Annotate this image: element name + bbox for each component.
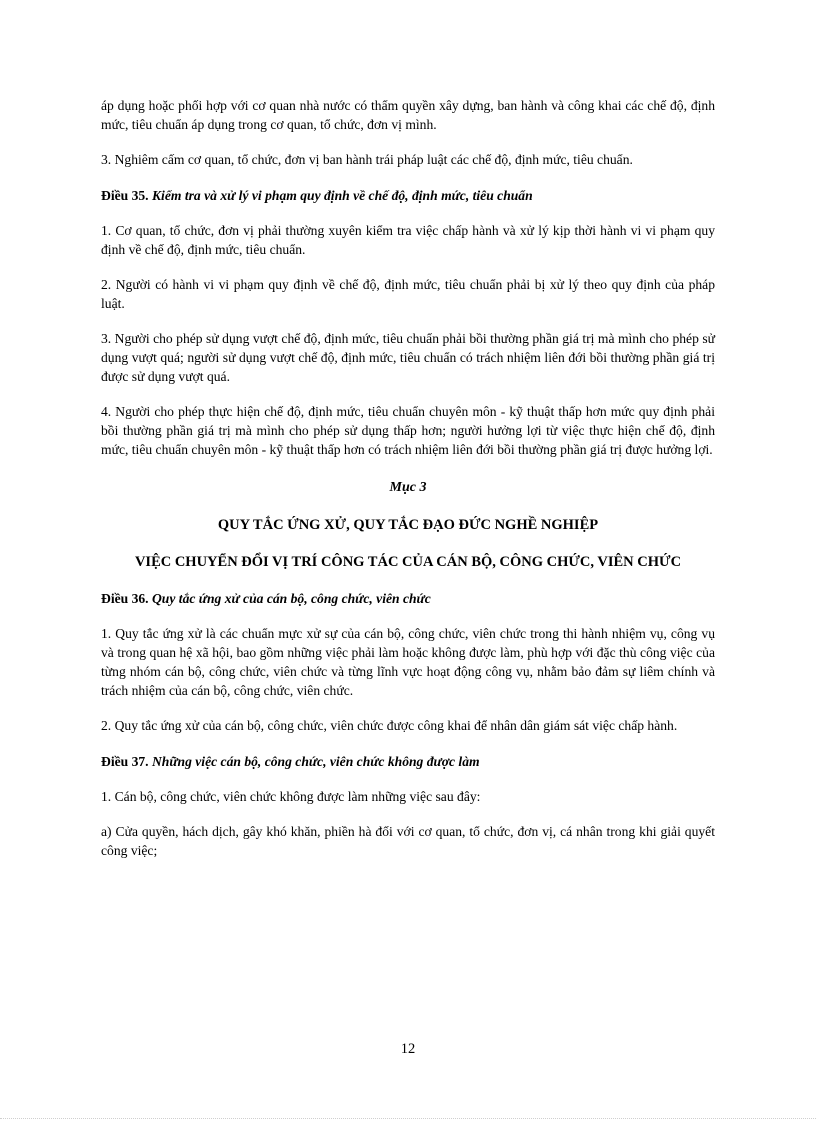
article-35-clause-3: 3. Người cho phép sử dụng vượt chế độ, định mức, tiêu chuẩn phải bồi thường phần giá trị mà mình cho phép sử dụng vượt quá; người sử dụng vượt chế độ, định mức, tiêu chuẩn có trách nhiệm liên đới bồi thường phần giá trị được sử dụng vượt quá. (101, 331, 715, 384)
article-35-clause-1: 1. Cơ quan, tổ chức, đơn vị phải thường xuyên kiểm tra việc chấp hành và xử lý kịp thời hành vi vi phạm quy định về chế độ, định mức, tiêu chuẩn. (101, 223, 715, 257)
article-36-clause-1: 1. Quy tắc ứng xử là các chuẩn mực xử sự của cán bộ, công chức, viên chức trong thi hành nhiệm vụ, công vụ và trong quan hệ xã hội, bao gồm những việc phải làm hoặc không được làm, phù hợp với đặc thù công việc của từng nhóm cán bộ, công chức, viên chức và từng lĩnh vực hoạt động công vụ, nhằm bảo đảm sự liêm chính và trách nhiệm của cán bộ, công chức, viên chức. (101, 626, 715, 698)
section-heading-2: VIỆC CHUYỂN ĐỔI VỊ TRÍ CÔNG TÁC CỦA CÁN BỘ, CÔNG CHỨC, VIÊN CHỨC (134, 554, 682, 570)
article-35-title: Kiểm tra và xử lý vi phạm quy định về chế độ, định mức, tiêu chuẩn (151, 188, 533, 203)
page-content (101, 96, 715, 860)
article-36-number: Điều 36. (101, 591, 149, 606)
article-36-clause-2: 2. Quy tắc ứng xử của cán bộ, công chức, viên chức được công khai để nhân dân giám sát việc chấp hành. (101, 718, 678, 733)
section-label: Mục 3 (389, 480, 427, 495)
paragraph-prohibition: 3. Nghiêm cấm cơ quan, tổ chức, đơn vị ban hành trái pháp luật các chế độ, định mức, tiêu chuẩn. (101, 152, 633, 167)
article-35-clause-4: 4. Người cho phép thực hiện chế độ, định mức, tiêu chuẩn chuyên môn - kỹ thuật thấp hơn mức quy định phải bồi thường phần giá trị mà mình cho phép sử dụng thấp hơn; người hưởng lợi từ việc thực hiện chế độ, định mức, tiêu chuẩn chuyên môn - kỹ thuật thấp hơn có trách nhiệm liên đới bồi thường phần giá trị được hưởng lợi. (101, 404, 715, 457)
article-35-heading (101, 186, 715, 205)
article-37-number: Điều 37. (101, 754, 149, 769)
article-36-title: Quy tắc ứng xử của cán bộ, công chức, viên chức (151, 591, 431, 606)
section-heading-1: QUY TẮC ỨNG XỬ, QUY TẮC ĐẠO ĐỨC NGHỀ NGHIỆP (217, 517, 599, 533)
paragraph-continuation: áp dụng hoặc phối hợp với cơ quan nhà nước có thẩm quyền xây dựng, ban hành và công khai các chế độ, định mức, tiêu chuẩn áp dụng trong cơ quan, tổ chức, đơn vị mình. (101, 98, 715, 132)
article-35-clause-2: 2. Người có hành vi vi phạm quy định về chế độ, định mức, tiêu chuẩn phải bị xử lý theo quy định của pháp luật. (101, 277, 715, 311)
article-36-heading (101, 589, 715, 608)
page-number: 12 (400, 1041, 416, 1057)
article-37-heading (101, 752, 715, 771)
article-35-number: Điều 35. (101, 188, 149, 203)
article-37-title: Những việc cán bộ, công chức, viên chức không được làm (151, 754, 480, 769)
article-37-clause-1: 1. Cán bộ, công chức, viên chức không được làm những việc sau đây: (101, 789, 481, 804)
page-bottom-border (0, 1118, 816, 1119)
article-37-item-a: a) Cửa quyền, hách dịch, gây khó khăn, phiền hà đối với cơ quan, tổ chức, đơn vị, cá nhân trong khi giải quyết công việc; (101, 824, 715, 858)
